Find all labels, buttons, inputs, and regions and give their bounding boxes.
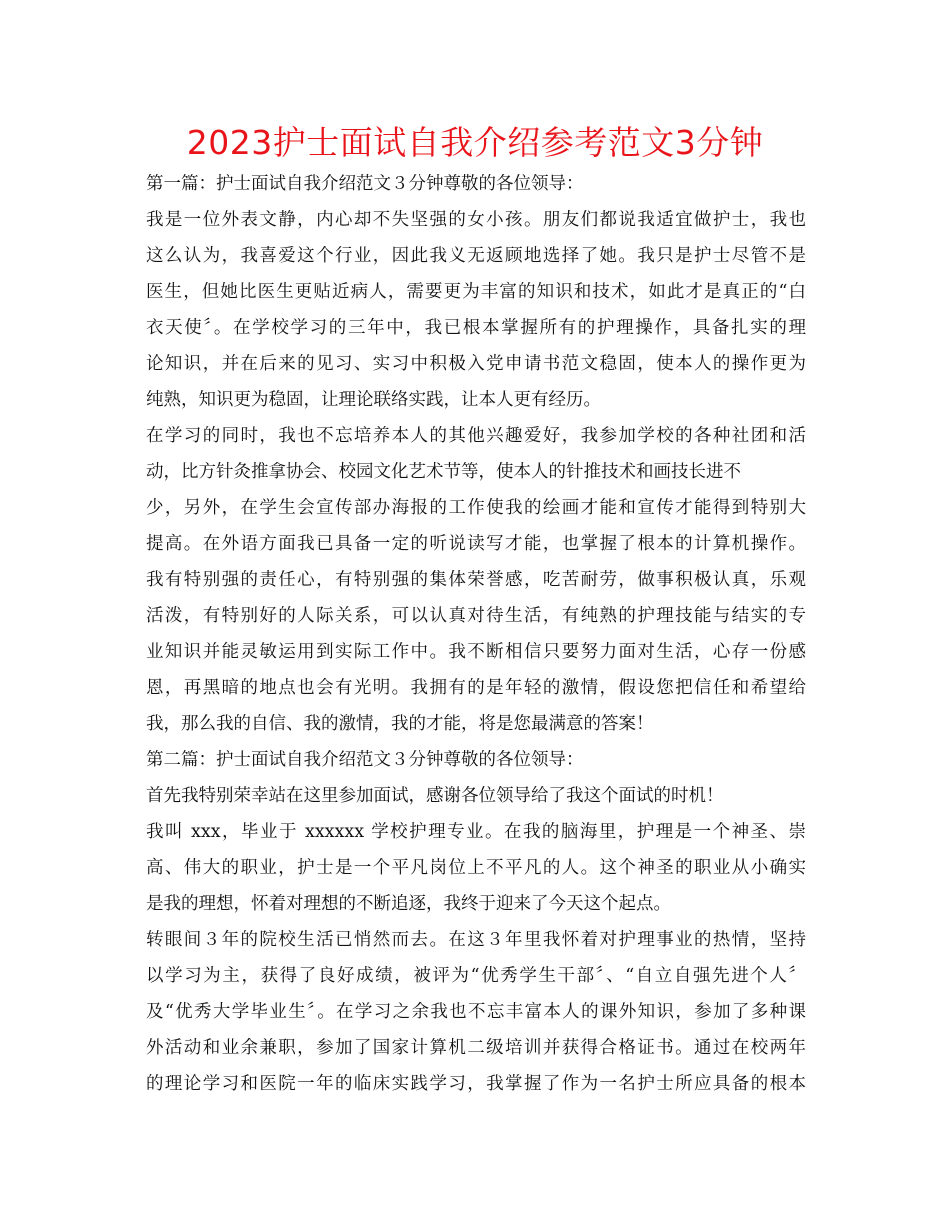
text-line: 活泼，有特别好的人际关系，可以认真对待生活，有纯熟的护理技能与结实的专 <box>146 606 806 626</box>
text-line: 我是一位外表文静，内心却不失坚强的女小孩。朋友们都说我适宜做护士，我也 <box>146 210 806 230</box>
text-line: 医生，但她比医生更贴近病人，需要更为丰富的知识和技术，如此才是真正的“白 <box>146 282 806 302</box>
text-line: 我叫 xxx，毕业于 xxxxxx 学校护理专业。在我的脑海里，护理是一个神圣、崇 <box>146 822 806 842</box>
text-line: 少，另外，在学生会宣传部办海报的工作使我的绘画才能和宣传才能得到特别大 <box>146 498 806 518</box>
text-line: 业知识并能灵敏运用到实际工作中。我不断相信只要努力面对生活，心存一份感 <box>146 642 806 662</box>
document-body <box>146 166 806 1102</box>
text-line: 外活动和业余兼职，参加了国家计算机二级培训并获得合格证书。通过在校两年 <box>146 1038 806 1058</box>
text-line: 衣天使〞。在学校学习的三年中，我已根本掌握所有的护理操作，具备扎实的理 <box>146 318 806 338</box>
document-title: 2023护士面试自我介绍参考范文3分钟 <box>186 123 764 162</box>
text-line: 及“优秀大学毕业生〞。在学习之余我也不忘丰富本人的课外知识，参加了多种课 <box>146 1002 806 1022</box>
text-line: 是我的理想，怀着对理想的不断追逐，我终于迎来了今天这个起点。 <box>146 894 671 914</box>
text-line: 第一篇：护士面试自我介绍范文３分钟尊敬的各位领导： <box>146 174 584 194</box>
text-line: 我有特别强的责任心，有特别强的集体荣誉感，吃苦耐劳，做事积极认真，乐观 <box>146 570 806 590</box>
text-line: 纯熟，知识更为稳固，让理论联络实践，让本人更有经历。 <box>146 390 601 410</box>
text-line: 我，那么我的自信、我的激情，我的才能，将是您最满意的答案！ <box>146 714 654 734</box>
text-line: 动，比方针灸推拿协会、校园文化艺术节等，使本人的针推技术和画技长进不 <box>146 462 741 482</box>
text-line: 第二篇：护士面试自我介绍范文３分钟尊敬的各位领导： <box>146 750 584 770</box>
text-line: 在学习的同时，我也不忘培养本人的其他兴趣爱好，我参加学校的各种社团和活 <box>146 426 806 446</box>
text-line: 论知识，并在后来的见习、实习中积极入党申请书范文稳固，使本人的操作更为 <box>146 354 806 374</box>
text-line: 这么认为，我喜爱这个行业，因此我义无返顾地选择了她。我只是护士尽管不是 <box>146 246 806 266</box>
text-line: 提高。在外语方面我已具备一定的听说读写才能，也掌握了根本的计算机操作。 <box>146 534 806 554</box>
text-line: 以学习为主，获得了良好成绩，被评为“优秀学生干部〞、“自立自强先进个人〞 <box>146 966 806 986</box>
text-line: 的理论学习和医院一年的临床实践学习，我掌握了作为一名护士所应具备的根本 <box>146 1074 806 1094</box>
text-line: 恩，再黑暗的地点也会有光明。我拥有的是年轻的激情，假设您把信任和希望给 <box>146 678 806 698</box>
text-line: 高、伟大的职业，护士是一个平凡岗位上不平凡的人。这个神圣的职业从小确实 <box>146 858 806 878</box>
text-line: 转眼间３年的院校生活已悄然而去。在这３年里我怀着对护理事业的热情，坚持 <box>146 930 806 950</box>
text-line: 首先我特别荣幸站在这里参加面试，感谢各位领导给了我这个面试的时机！ <box>146 786 724 806</box>
